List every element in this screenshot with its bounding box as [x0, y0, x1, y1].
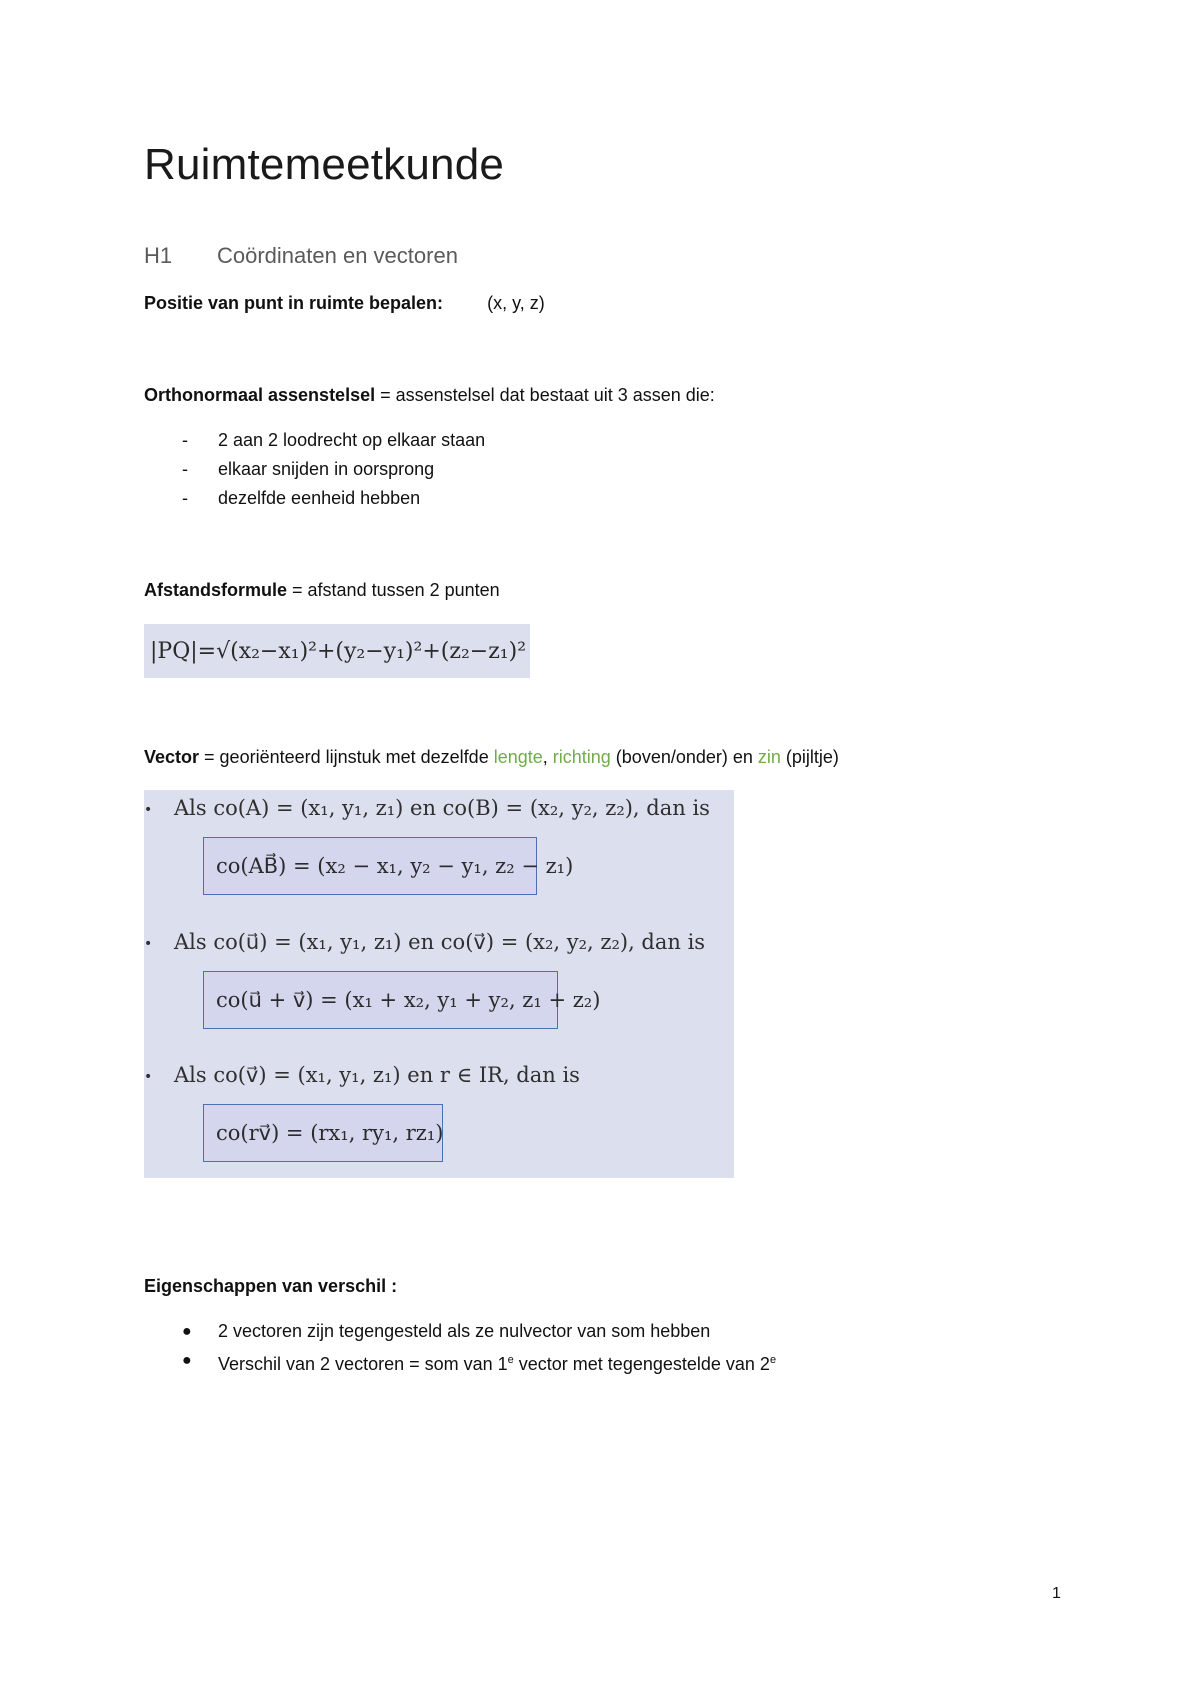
- position-line: [144, 291, 545, 315]
- vector-rule-premise: [144, 930, 706, 954]
- term-zin: zin: [757, 747, 781, 767]
- vector-definition: [144, 745, 839, 769]
- term-lengte: lengte: [493, 747, 543, 767]
- list-marker: -: [182, 430, 188, 450]
- list-item-text: vector met tegengestelde van 2: [513, 1354, 770, 1374]
- vector-term: Vector: [144, 747, 200, 767]
- superscript: e: [507, 1354, 514, 1366]
- formula-box: co(rv⃗) = (rx₁, ry₁, rz₁): [203, 1104, 443, 1162]
- ortho-list: [144, 426, 485, 513]
- ortho-term: Orthonormaal assenstelsel: [144, 385, 376, 405]
- list-marker: -: [182, 459, 188, 479]
- bullet-marker: •: [144, 1069, 153, 1085]
- bullet-marker: ●: [182, 1323, 192, 1340]
- difference-heading: [144, 1274, 397, 1298]
- list-item: [144, 1317, 776, 1346]
- list-item-text: Verschil van 2 vectoren = som van 1: [218, 1354, 508, 1374]
- list-item-text: 2 vectoren zijn tegengesteld als ze nulvector van som hebben: [218, 1321, 711, 1341]
- vector-def-part: (boven/onder) en: [610, 747, 758, 767]
- vector-def-part: ,: [542, 747, 553, 767]
- list-marker: -: [182, 488, 188, 508]
- distance-formula: |PQ|=√(x₂−x₁)²+(y₂−y₁)²+(z₂−z₁)²: [144, 624, 530, 678]
- distance-text: = afstand tussen 2 punten: [287, 580, 500, 600]
- premise-text: Als co(v⃗) = (x₁, y₁, z₁) en r ∈ IR, dan is: [174, 1063, 580, 1087]
- formula-box: co(u⃗ + v⃗) = (x₁ + x₂, y₁ + y₂, z₁ + z₂): [203, 971, 558, 1029]
- position-value: (x, y, z): [487, 293, 545, 313]
- vector-rule-premise: [144, 1063, 580, 1087]
- premise-text: Als co(A) = (x₁, y₁, z₁) en co(B) = (x₂, y₂, z₂), dan is: [174, 796, 710, 820]
- chapter-number: H1: [144, 243, 173, 268]
- chapter-heading: [144, 243, 458, 269]
- distance-definition: [144, 578, 500, 602]
- list-item: [144, 1346, 776, 1379]
- premise-text: Als co(u⃗) = (x₁, y₁, z₁) en co(v⃗) = (x₂, y₂, z₂), dan is: [174, 930, 706, 954]
- distance-term: Afstandsformule: [144, 580, 288, 600]
- ortho-text: = assenstelsel dat bestaat uit 3 assen die:: [375, 385, 715, 405]
- page-title: Ruimtemeetkunde: [144, 140, 505, 189]
- superscript: e: [769, 1354, 777, 1366]
- position-label: Positie van punt in ruimte bepalen:: [144, 293, 444, 313]
- page-number: 1: [1052, 1585, 1061, 1602]
- ortho-definition: [144, 383, 715, 407]
- formula-box: co(AB⃗) = (x₂ − x₁, y₂ − y₁, z₂ − z₁): [203, 837, 537, 895]
- list-item-text: elkaar snijden in oorsprong: [218, 459, 435, 479]
- vector-def-part: (pijltje): [780, 747, 839, 767]
- list-item: [144, 455, 485, 484]
- list-item: [144, 484, 485, 513]
- bullet-marker: •: [144, 936, 153, 952]
- chapter-title: Coördinaten en vectoren: [217, 243, 458, 268]
- difference-list: [144, 1317, 776, 1379]
- list-item: [144, 426, 485, 455]
- term-richting: richting: [552, 747, 611, 767]
- vector-def-part: = georiënteerd lijnstuk met dezelfde: [199, 747, 494, 767]
- bullet-marker: •: [144, 802, 153, 818]
- list-item-text: dezelfde eenheid hebben: [218, 488, 421, 508]
- vector-rule-premise: [144, 796, 710, 820]
- bullet-marker: ●: [182, 1352, 192, 1369]
- list-item-text: 2 aan 2 loodrecht op elkaar staan: [218, 430, 486, 450]
- difference-heading-text: Eigenschappen van verschil :: [144, 1276, 398, 1296]
